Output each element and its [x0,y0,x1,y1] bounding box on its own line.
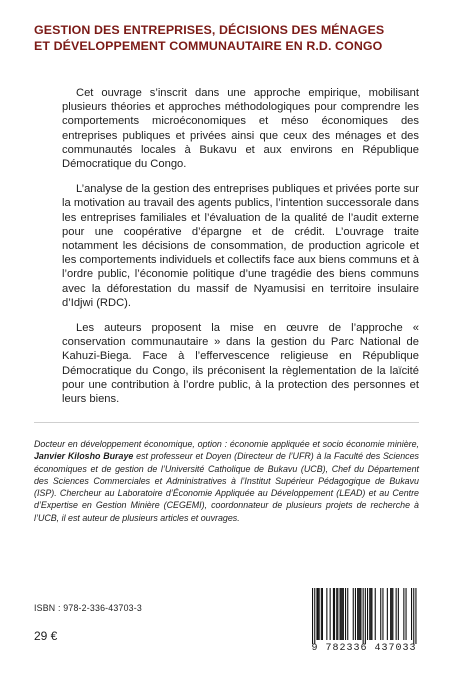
summary-paragraph-3: Les auteurs proposent la mise en œuvre de l’approche « conservation communautaire » dans la gestion du Parc National de Kahuzi-Biega. Face à l’effervescence religieuse en République Démocratique du Congo, ils préconisent la règlementation de la laïcité pour une contribution à l’ordre public, à la protection des personnes et leurs biens. [62,322,419,406]
summary [62,86,419,417]
barcode-bar [392,588,393,640]
section-divider [34,422,419,423]
title-line-1: GESTION DES ENTREPRISES, DÉCISIONS DES MÉNAGES [34,23,385,37]
barcode-bar [343,588,344,640]
barcode-bar [367,588,368,640]
barcode-bar [318,588,319,640]
barcode-bar [347,588,348,640]
barcode-bar [359,588,360,640]
barcode-bar [406,588,407,640]
barcode-bar [333,588,334,640]
summary-paragraph-2: L’analyse de la gestion des entreprises publiques et privées porte sur la motivation au travail des agents publics, l’intention successorale dans les entreprises familiales et l’évaluation de la qualité de l’audit externe pour une coopérative d’épargne et de crédit. L’ouvrage traite notamment les décisions de consommation, de production agricole et les comportements individuels et collectifs face aux biens communs et à l’ordre public, l’économie politique d’une tragédie des biens communs avec la déforestation du massif de Nyamusisi en territoire insulaire d’Idjwi (RDC). [62,183,419,309]
barcode-bar [337,588,338,640]
barcode-bar [380,588,381,640]
barcode-bar [342,588,343,640]
isbn: ISBN : 978-2-336-43703-3 [34,603,142,613]
title-line-2: ET DÉVELOPPEMENT COMMUNAUTAIRE EN R.D. CONGO [34,39,383,53]
barcode-bar [370,588,371,640]
barcode-bar [319,588,320,640]
barcode-bar [314,588,315,644]
barcode-bar [403,588,404,640]
barcode-bar [358,588,359,640]
barcode-bar [322,588,323,640]
barcode-bar [375,588,376,640]
bio-intro: Docteur en développement économique, option : économie appliquée et socio économie minière, [34,439,419,449]
barcode-bar [369,588,370,640]
barcode-bar [396,588,397,640]
barcode-bar [355,588,356,640]
barcode-bar [312,588,313,644]
barcode-bar [340,588,341,640]
barcode-bar [387,588,388,640]
bio-details: est professeur et Doyen (Directeur de l’UFR) à la Faculté des Sciences économiques et de gestion de l’Université Catholique de Bukavu (UCB), Chef du Département des Sciences Commerciales et Administratives à l’Institut Supérieur Pédagogique de Bukavu (ISP). Chercheur au Laboratoire d’Économie Appliquée au Développement (LEAD) et au Centre d’Expertise en Gestion Minière (CEGEMI), coordonnateur de plusieurs projets de recherche à l’UCB, il est auteur de plusieurs articles et ouvrages. [34,451,419,523]
barcode-bar [398,588,399,640]
barcode [305,588,423,660]
barcode-bar [413,588,414,644]
barcode-bar [415,588,416,644]
barcode-bar [316,588,317,640]
barcode-bars [305,588,423,644]
barcode-bar [326,588,327,640]
barcode-bar [345,588,346,640]
barcode-bar [391,588,392,640]
author-bio [34,438,419,524]
author-name: Janvier Kilosho Buraye [34,451,134,462]
summary-paragraph-1: Cet ouvrage s’inscrit dans une approche empirique, mobilisant plusieurs théories et approches méthodologiques pour comprendre les comportements microéconomiques et méso économiques des entreprises publiques et privées ainsi que ceux des ménages et des communautés locales à Bukavu et aux environs en République Démocratique du Congo. [62,87,419,171]
barcode-bar [353,588,354,640]
barcode-bar [357,588,358,640]
barcode-bar [382,588,383,640]
barcode-bar [341,588,342,640]
barcode-bar [330,588,331,640]
book-title [34,22,419,54]
price: 29 € [34,629,58,643]
barcode-bar [321,588,322,640]
barcode-bar [390,588,391,640]
barcode-bar [365,588,366,644]
barcode-number: 9 782336 437033 [311,643,417,654]
barcode-bar [334,588,335,640]
barcode-bar [411,588,412,640]
barcode-bar [360,588,361,640]
barcode-bar [371,588,372,640]
barcode-bar [336,588,337,640]
barcode-bar [363,588,364,644]
